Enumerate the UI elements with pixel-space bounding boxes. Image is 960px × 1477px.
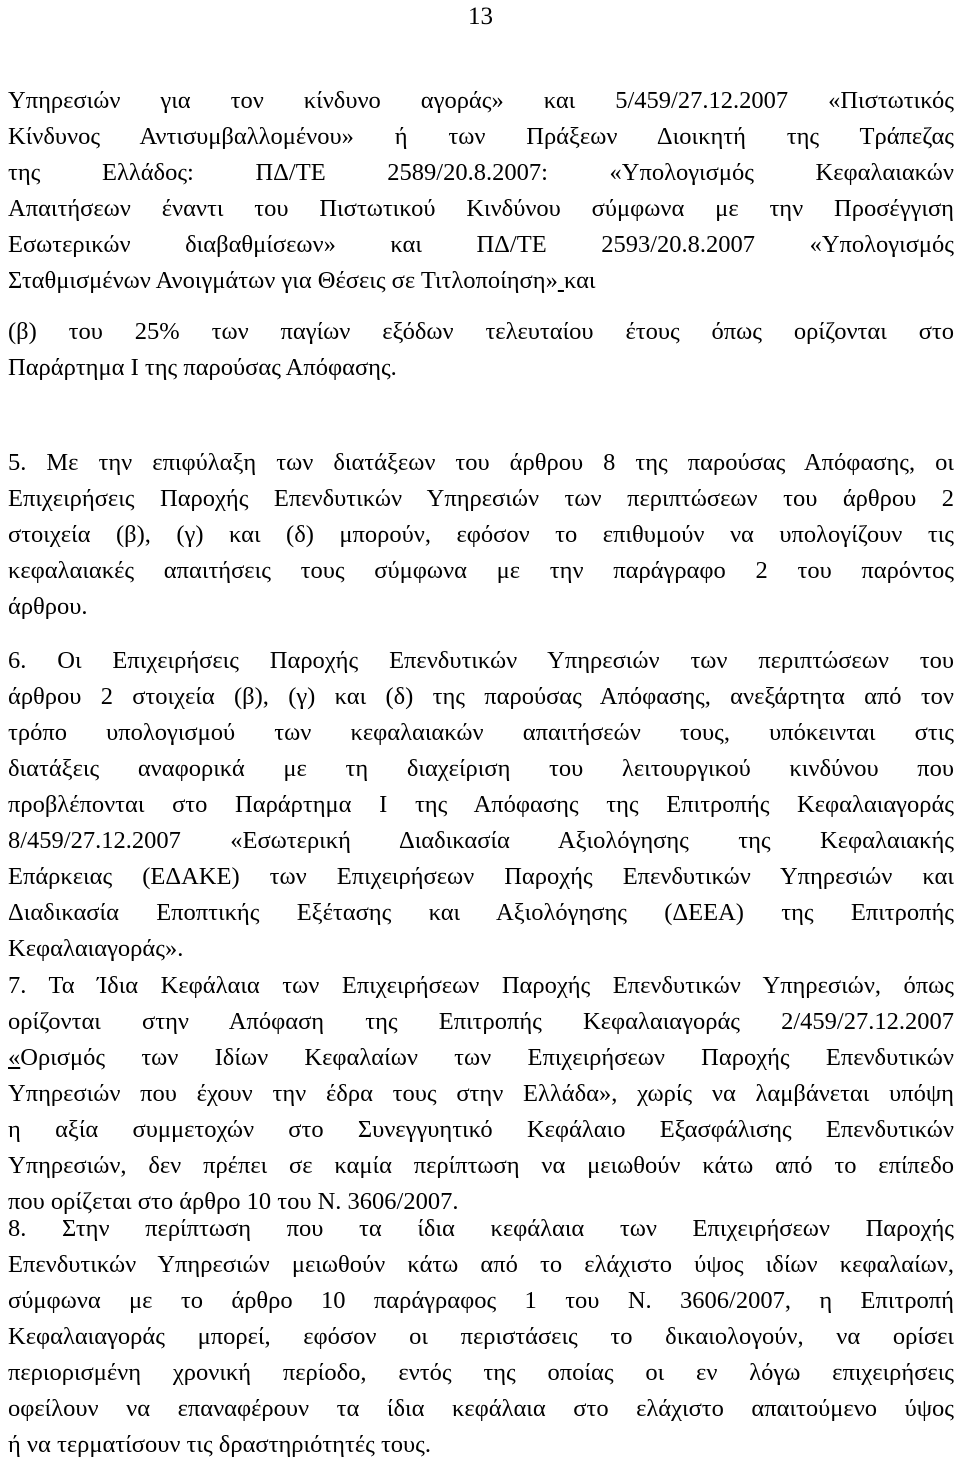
text-line: Απαιτήσεων έναντι του Πιστωτικού Κινδύνου σύμφωνα με την Προσέγγιση	[8, 195, 954, 222]
text-line: Υπηρεσιών για τον κίνδυνο αγοράς» και 5/459/27.12.2007 «Πιστωτικός	[8, 87, 954, 114]
text-line: 7. Τα Ίδια Κεφάλαια των Επιχειρήσεων Παροχής Επενδυτικών Υπηρεσιών, όπως	[8, 972, 954, 999]
text-line: που ορίζεται στο άρθρο 10 του Ν. 3606/2007.	[8, 1188, 459, 1215]
paragraph-6	[8, 643, 954, 967]
text-line: Υπηρεσιών, δεν πρέπει σε καμία περίπτωση να μειωθούν κάτω από το επίπεδο	[8, 1152, 954, 1179]
text-line: κεφαλαιακές απαιτήσεις τους σύμφωνα με την παράγραφο 2 του παρόντος	[8, 557, 954, 584]
text-line: ή να τερματίσουν τις δραστηριότητές τους.	[8, 1431, 432, 1458]
text-line: σύμφωνα με το άρθρο 10 παράγραφος 1 του Ν. 3606/2007, η Επιτροπή	[8, 1287, 954, 1314]
text-line: Επενδυτικών Υπηρεσιών μειωθούν κάτω από το ελάχιστο ύψος ιδίων κεφαλαίων,	[8, 1251, 954, 1278]
paragraph-7	[8, 968, 954, 1220]
text-line: η αξία συμμετοχών στο Συνεγγυητικό Κεφάλαιο Εξασφάλισης Επενδυτικών	[8, 1116, 954, 1143]
text-line: στοιχεία (β), (γ) και (δ) μπορούν, εφόσον το επιθυμούν να υπολογίζουν τις	[8, 521, 954, 548]
text-line: (β) του 25% των παγίων εξόδων τελευταίου έτους όπως ορίζονται στο	[8, 318, 954, 345]
text-line: ορίζονται στην Απόφαση της Επιτροπής Κεφαλαιαγοράς 2/459/27.12.2007	[8, 1008, 954, 1035]
text-line: 5. Με την επιφύλαξη των διατάξεων του άρθρου 8 της παρούσας Απόφασης, οι	[8, 449, 954, 476]
text-line: Κίνδυνος Αντισυμβαλλομένου» ή των Πράξεων Διοικητή της Τράπεζας	[8, 123, 954, 150]
text-line: άρθρου 2 στοιχεία (β), (γ) και (δ) της παρούσας Απόφασης, ανεξάρτητα από τον	[8, 683, 954, 710]
paragraph-5	[8, 445, 954, 625]
text-line: της Ελλάδος: ΠΔ/ΤΕ 2589/20.8.2007: «Υπολογισμός Κεφαλαιακών	[8, 159, 954, 186]
text-run: και	[563, 267, 596, 294]
text-line: Υπηρεσιών που έχουν την έδρα τους στην Ελλάδα», χωρίς να λαμβάνεται υπόψη	[8, 1080, 954, 1107]
underlined-run: «	[8, 1044, 21, 1071]
text-run: Σταθμισμένων Ανοιγμάτων για Θέσεις σε Τιτλοποίηση»	[8, 267, 558, 294]
text-line: Επάρκειας (ΕΔΑΚΕ) των Επιχειρήσεων Παροχής Επενδυτικών Υπηρεσιών και	[8, 863, 954, 890]
text-line: Εσωτερικών διαβαθμίσεων» και ΠΔ/ΤΕ 2593/20.8.2007 «Υπολογισμός	[8, 231, 954, 258]
text-line: Κεφαλαιαγοράς».	[8, 935, 184, 962]
text-line: Επιχειρήσεις Παροχής Επενδυτικών Υπηρεσιών των περιπτώσεων του άρθρου 2	[8, 485, 954, 512]
item-b	[8, 314, 954, 386]
text-line: άρθρου.	[8, 593, 88, 620]
text-line: προβλέπονται στο Παράρτημα Ι της Απόφασης της Επιτροπής Κεφαλαιαγοράς	[8, 791, 954, 818]
paragraph-8	[8, 1211, 954, 1463]
text-line: 8/459/27.12.2007 «Εσωτερική Διαδικασία Αξιολόγησης της Κεφαλαιακής	[8, 827, 954, 854]
intro-paragraph	[8, 83, 954, 299]
text-line	[8, 263, 954, 299]
text-line: Διαδικασία Εποπτικής Εξέτασης και Αξιολόγησης (ΔΕΕΑ) της Επιτροπής	[8, 899, 954, 926]
text-run: Ορισμός των Ιδίων Κεφαλαίων των Επιχειρήσεων Παροχής Επενδυτικών	[20, 1044, 954, 1071]
text-line: περιορισμένη χρονική περίοδο, εντός της οποίας οι εν λόγω επιχειρήσεις	[8, 1359, 954, 1386]
text-line	[8, 1040, 954, 1076]
text-line: Παράρτημα Ι της παρούσας Απόφασης.	[8, 354, 397, 381]
text-line: τρόπο υπολογισμού των κεφαλαιακών απαιτήσεών τους, υπόκεινται στις	[8, 719, 954, 746]
text-line: 6. Οι Επιχειρήσεις Παροχής Επενδυτικών Υπηρεσιών των περιπτώσεων του	[8, 647, 954, 674]
page-number: 13	[468, 3, 493, 30]
text-line: διατάξεις αναφορικά με τη διαχείριση του λειτουργικού κινδύνου που	[8, 755, 954, 782]
text-line: οφείλουν να επαναφέρουν τα ίδια κεφάλαια στο ελάχιστο απαιτούμενο ύψος	[8, 1395, 954, 1422]
text-line: Κεφαλαιαγοράς μπορεί, εφόσον οι περιστάσεις το δικαιολογούν, να ορίσει	[8, 1323, 954, 1350]
text-line: 8. Στην περίπτωση που τα ίδια κεφάλαια των Επιχειρήσεων Παροχής	[8, 1215, 954, 1242]
